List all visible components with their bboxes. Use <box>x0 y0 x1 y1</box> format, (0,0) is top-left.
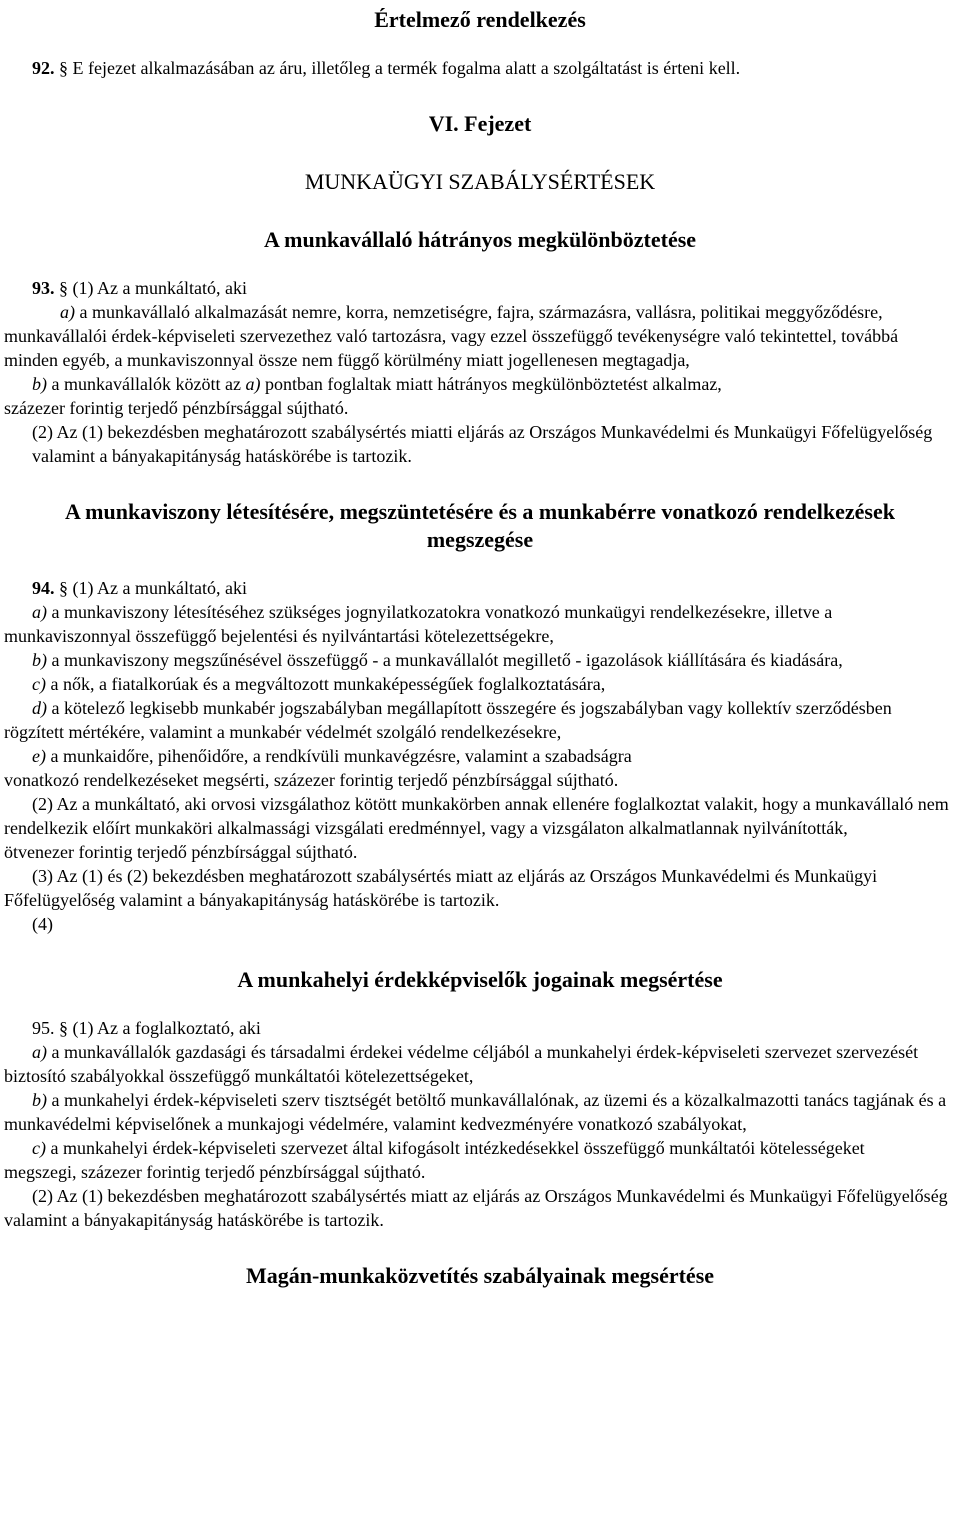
paragraph-text: (1) Az a foglalkoztató, aki <box>72 1018 261 1038</box>
paragraph-text: (2) Az a munkáltató, aki orvosi vizsgálathoz kötött munkakörben annak ellenére foglalkoztat valakit, hogy a munkavállaló nem rendelkezik előírt munkaköri alkalmassági vizsgálati eredménnyel, vagy a vizsgálaton alkalmatlannak nyilvánították, <box>4 794 949 838</box>
paragraph-94-a <box>4 600 956 648</box>
point-text: a munkavállalók gazdasági és társadalmi érdekei védelme céljából a munkahelyi érdek-képviseleti szervezet szervezését biztosító szabályokkal összefüggő munkáltatói kötelezettségeket, <box>4 1042 919 1086</box>
paragraph-95-2 <box>4 1184 956 1232</box>
paragraph-93-a <box>4 300 956 372</box>
paragraph-text: (3) Az (1) és (2) bekezdésben meghatározott szabálysértés miatt az eljárás az Országos Munkavédelmi és Munkaügyi Főfelügyelőség valamint a bányakapitányság hatáskörébe is tartozik. <box>4 866 878 910</box>
paragraph-text: (2) Az (1) bekezdésben meghatározott szabálysértés miatti eljárás az Országos Munkavédelmi és Munkaügyi Főfelügyelőség valamint a bányakapitányság hatáskörébe is tartozik. <box>32 422 933 466</box>
heading-ertelmezo: Értelmező rendelkezés <box>374 7 586 32</box>
chapter-title: MUNKAÜGYI SZABÁLYSÉRTÉSEK <box>304 169 656 194</box>
paragraph-94-2-penalty: ötvenezer forintig terjedő pénzbírsággal sújtható. <box>4 842 358 862</box>
paragraph-text: (1) Az a munkáltató, aki <box>72 578 247 598</box>
paragraph-92 <box>4 56 956 80</box>
chapter-number: VI. Fejezet <box>428 111 532 136</box>
paragraph-94-b <box>4 648 956 672</box>
section-sign: § <box>59 1018 68 1038</box>
point-text: a munkaviszony megszűnésével összefüggő - a munkavállalót megillető - igazolások kiállítására és kiadására, <box>51 650 843 670</box>
point-text: pontban foglaltak miatt hátrányos megkülönböztetést alkalmaz, <box>264 374 722 394</box>
section-sign: § <box>59 578 68 598</box>
point-text: a munkaviszony létesítéséhez szükséges jognyilatkozatokra vonatkozó munkaügyi rendelkezésekre, illetve a munkaviszonnyal összefüggő bejelentési és nyilvántartási kötelezettségekre, <box>4 602 833 646</box>
section-sign: § <box>59 58 68 78</box>
paragraph-93-lead <box>4 276 956 300</box>
point-label: b) <box>32 1090 47 1110</box>
point-text: a munkahelyi érdek-képviseleti szervezet által kifogásolt intézkedésekkel összefüggő munkáltatói kötelességeket <box>50 1138 865 1158</box>
paragraph-95-b <box>4 1088 956 1136</box>
paragraph-94-e <box>4 744 956 768</box>
paragraph-94-d <box>4 696 956 744</box>
paragraph-94-3 <box>4 864 956 912</box>
point-label: c) <box>32 674 46 694</box>
paragraph-93-2 <box>4 420 956 468</box>
paragraph-number: 93. <box>32 278 55 298</box>
point-label: a) <box>32 602 47 622</box>
point-reference: a) <box>245 374 261 394</box>
paragraph-94-lead <box>4 576 956 600</box>
heading-hatranyos: A munkavállaló hátrányos megkülönböztetése <box>263 227 697 252</box>
paragraph-number: 95. <box>32 1018 55 1038</box>
paragraph-95-lead <box>4 1016 956 1040</box>
paragraph-94-2 <box>4 792 956 840</box>
point-label: c) <box>32 1138 46 1158</box>
paragraph-94-e-continuation: vonatkozó rendelkezéseket megsérti, százezer forintig terjedő pénzbírsággal sújtható. <box>4 770 619 790</box>
point-text: a munkaidőre, pihenőidőre, a rendkívüli munkavégzésre, valamint a szabadságra <box>50 746 632 766</box>
paragraph-95-penalty: megszegi, százezer forintig terjedő pénzbírsággal sújtható. <box>4 1162 426 1182</box>
paragraph-93-penalty: százezer forintig terjedő pénzbírsággal sújtható. <box>4 398 349 418</box>
point-text: a munkavállalók között az <box>51 374 241 394</box>
point-text: a kötelező legkisebb munkabér jogszabályban megállapított összegére és jogszabályban vagy kollektív szerződésben rögzített mértékére, valamint a munkabér védelmét szolgáló rendelkezésekre, <box>4 698 892 742</box>
point-label: a) <box>32 1042 47 1062</box>
point-text: a munkahelyi érdek-képviseleti szerv tisztségét betöltő munkavállalónak, az üzemi és a közalkalmazotti tanács tagjának és a munkavédelmi képviselőnek a munkajogi védelmére, valamint kedvezményére vonatkozó szabályokat, <box>4 1090 947 1134</box>
point-text: a nők, a fiatalkorúak és a megváltozott munkaképességűek foglalkoztatására, <box>50 674 606 694</box>
heading-magan-munkakozvetites: Magán-munkaközvetítés szabályainak megsértése <box>245 1263 715 1288</box>
paragraph-94-4: (4) <box>32 914 53 934</box>
paragraph-number: 94. <box>32 578 55 598</box>
paragraph-text: (2) Az (1) bekezdésben meghatározott szabálysértés miatt az eljárás az Országos Munkavédelmi és Munkaügyi Főfelügyelőség valamint a bányakapitányság hatáskörébe is tartozik. <box>4 1186 948 1230</box>
point-label: b) <box>32 650 47 670</box>
point-label: d) <box>32 698 47 718</box>
point-label: a) <box>60 302 75 322</box>
point-label: b) <box>32 374 47 394</box>
heading-munkaviszony: A munkaviszony létesítésére, megszüntetésére és a munkabérre vonatkozó rendelkezések megszegése <box>65 499 895 552</box>
paragraph-text: (1) Az a munkáltató, aki <box>72 278 247 298</box>
paragraph-number: 92. <box>32 58 55 78</box>
paragraph-text: E fejezet alkalmazásában az áru, illetőleg a termék fogalma alatt a szolgáltatást is érteni kell. <box>72 58 741 78</box>
paragraph-95-c <box>4 1136 956 1160</box>
point-text: a munkavállaló alkalmazását nemre, korra, nemzetiségre, fajra, származásra, vallásra, politikai meggyőződésre, munkavállalói érdek-képviseleti szervezethez való tartozásra, vagy ezzel összefüggő tevékenységre való tekintettel, továbbá minden egyéb, a munkaviszonnyal össze nem függő körülmény miatt jogellenesen megtagadja, <box>4 302 899 370</box>
point-label: e) <box>32 746 46 766</box>
heading-erdekkepviselok: A munkahelyi érdekképviselők jogainak megsértése <box>237 967 723 992</box>
paragraph-94-c <box>4 672 956 696</box>
paragraph-95-a <box>4 1040 956 1088</box>
section-sign: § <box>59 278 68 298</box>
paragraph-93-b <box>4 372 956 396</box>
